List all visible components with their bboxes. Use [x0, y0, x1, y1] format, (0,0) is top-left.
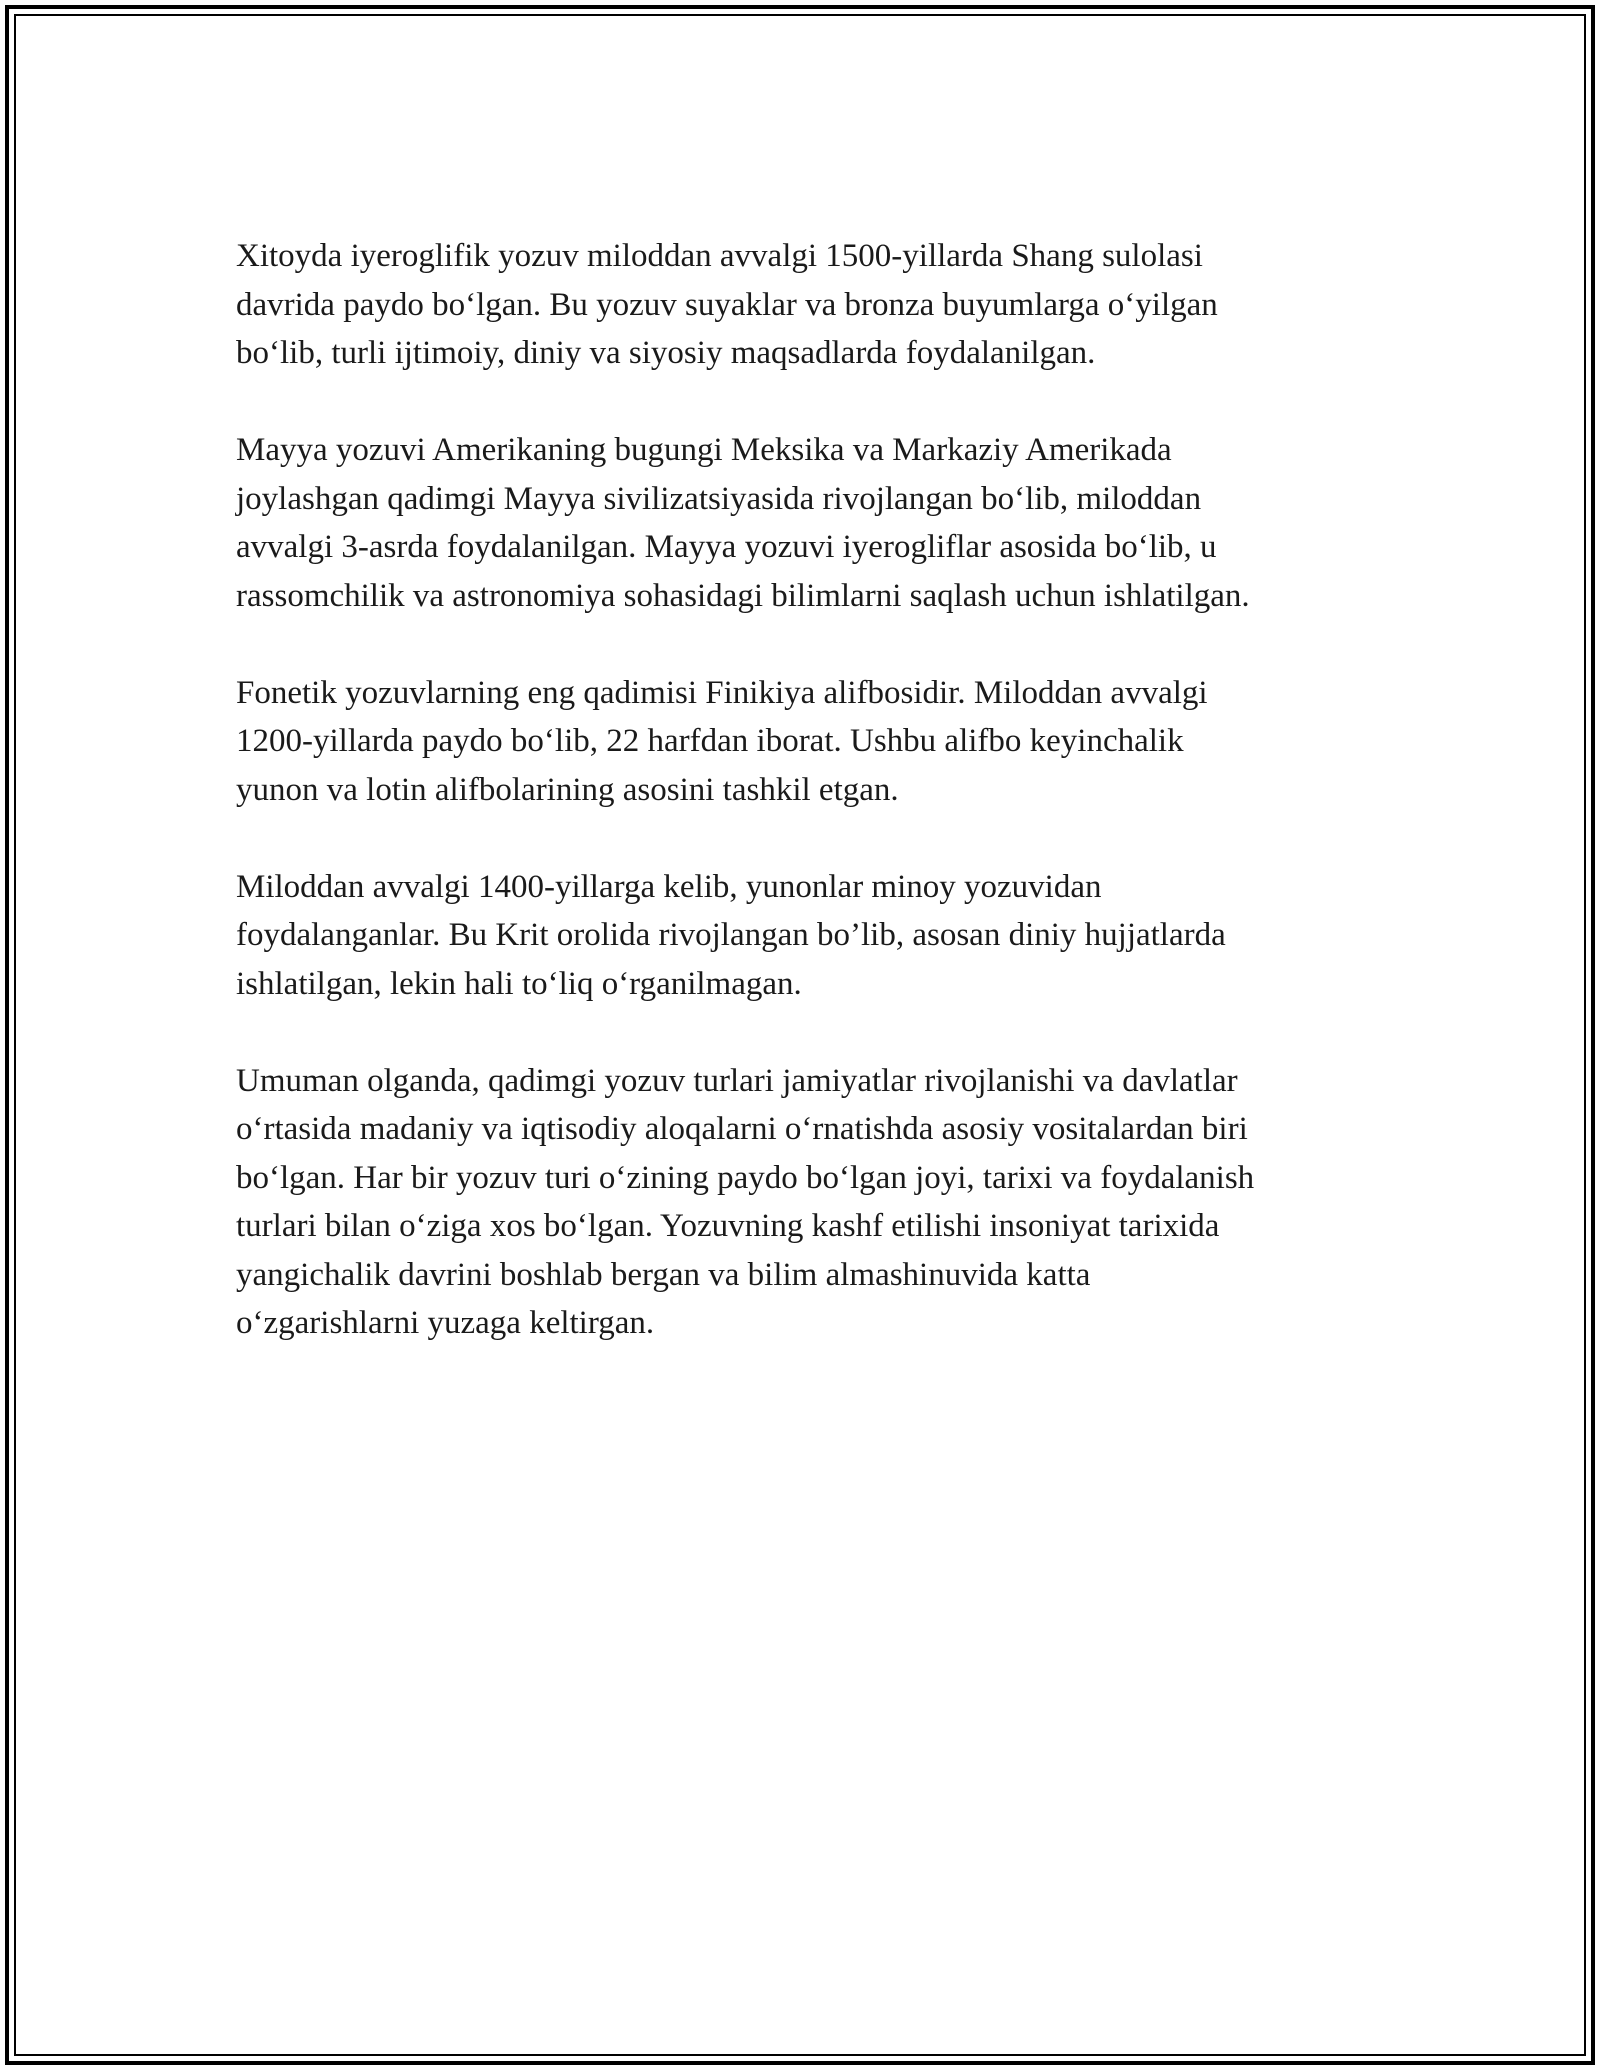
text-line: bo‘lib, turli ijtimoiy, diniy va siyosiy maqsadlarda foydalanilgan. [236, 335, 1096, 371]
text-line: o‘rtasida madaniy va iqtisodiy aloqalarni o‘rnatishda asosiy vositalardan biri [236, 1111, 1248, 1147]
document-body [236, 232, 1396, 1396]
text-line: Xitoyda iyeroglifik yozuv miloddan avvalgi 1500-yillarda Shang sulolasi [236, 238, 1203, 274]
text-line: Umuman olganda, qadimgi yozuv turlari jamiyatlar rivojlanishi va davlatlar [236, 1062, 1238, 1099]
paragraph-3 [236, 669, 1396, 815]
text-line: bo‘lgan. Har bir yozuv turi o‘zining paydo bo‘lgan joyi, tarixi va foydalanish [236, 1159, 1255, 1196]
text-line: Mayya yozuvi Amerikaning bugungi Meksika va Markaziy Amerikada [236, 432, 1172, 468]
text-line: o‘zgarishlarni yuzaga keltirgan. [236, 1305, 655, 1341]
paragraph-4 [236, 863, 1396, 1009]
text-line: yunon va lotin alifbolarining asosini tashkil etgan. [236, 771, 899, 808]
text-line: davrida paydo bo‘lgan. Bu yozuv suyaklar va bronza buyumlarga o‘yilgan [236, 286, 1218, 323]
text-line: foydalanganlar. Bu Krit orolida rivojlangan bo’lib, asosan diniy hujjatlarda [236, 917, 1226, 953]
paragraph-1 [236, 232, 1396, 378]
text-line: rassomchilik va astronomiya sohasidagi bilimlarni saqlash uchun ishlatilgan. [236, 577, 1250, 614]
text-line: Miloddan avvalgi 1400-yillarga kelib, yunonlar minoy yozuvidan [236, 868, 1102, 905]
paragraph-5 [236, 1057, 1396, 1348]
text-line: yangichalik davrini boshlab bergan va bilim almashinuvida katta [236, 1256, 1091, 1293]
text-line: joylashgan qadimgi Mayya sivilizatsiyasida rivojlangan bo‘lib, miloddan [236, 480, 1202, 517]
text-line: ishlatilgan, lekin hali to‘liq o‘rganilmagan. [236, 965, 802, 1002]
text-line: Fonetik yozuvlarning eng qadimisi Finikiya alifbosidir. Miloddan avvalgi [236, 674, 1208, 711]
text-line: avvalgi 3-asrda foydalanilgan. Mayya yozuvi iyerogliflar asosida bo‘lib, u [236, 529, 1217, 565]
text-line: 1200-yillarda paydo bo‘lib, 22 harfdan iborat. Ushbu alifbo keyinchalik [236, 723, 1184, 759]
text-line: turlari bilan o‘ziga xos bo‘lgan. Yozuvning kashf etilishi insoniyat tarixida [236, 1208, 1220, 1244]
paragraph-2 [236, 426, 1396, 620]
